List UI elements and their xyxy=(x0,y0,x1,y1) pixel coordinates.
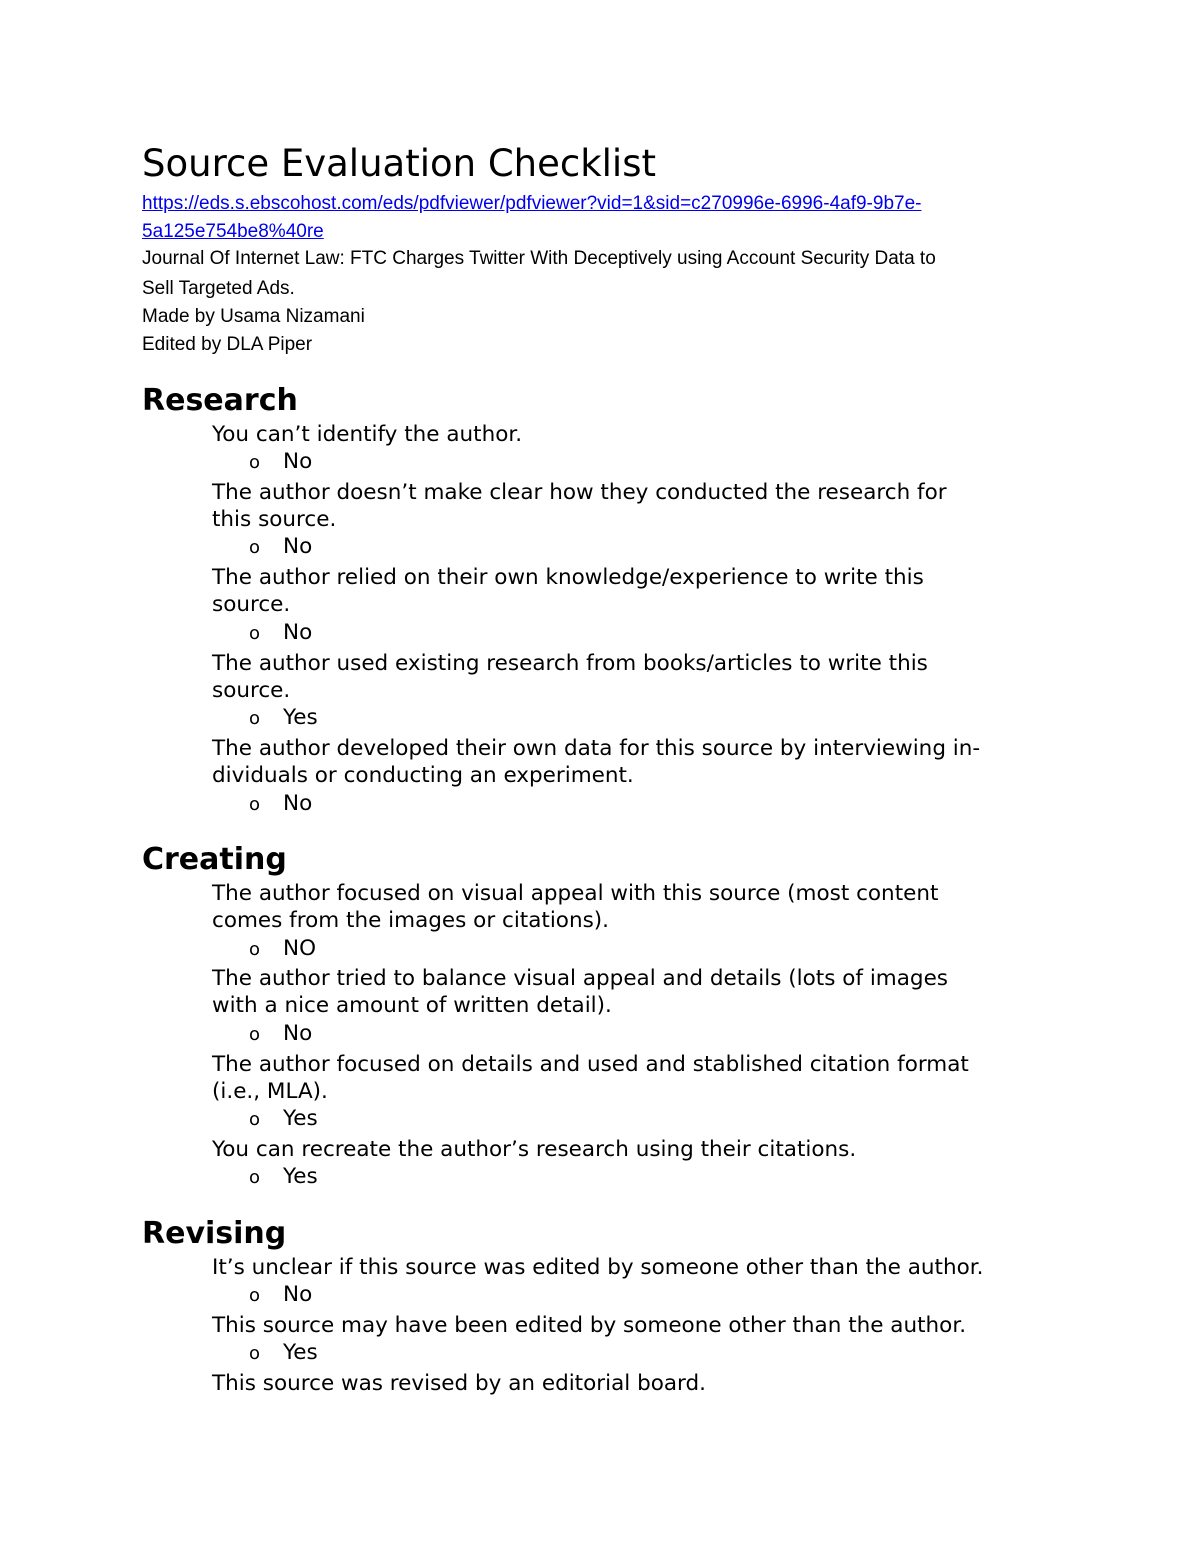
question-text: The author doesn’t make clear how they conducted the research for xyxy=(212,480,947,505)
creating-answer-1 xyxy=(249,935,316,963)
answer-text: No xyxy=(283,791,313,816)
question-text: The author relied on their own knowledge/experience to write this xyxy=(212,565,924,590)
source-url-link[interactable] xyxy=(142,190,1052,246)
journal-citation-line-1: Journal Of Internet Law: FTC Charges Twitter With Deceptively using Account Security Data to xyxy=(142,248,936,269)
question-text: The author developed their own data for this source by interviewing in- xyxy=(212,736,981,761)
question-text: The author used existing research from books/articles to write this xyxy=(212,651,928,676)
revising-question-3 xyxy=(212,1370,1072,1397)
creating-answer-3 xyxy=(249,1105,318,1133)
question-text-cont: dividuals or conducting an experiment. xyxy=(212,763,634,788)
research-question-3 xyxy=(212,564,1072,618)
research-answer-5 xyxy=(249,790,312,818)
answer-text: Yes xyxy=(283,705,318,730)
question-text: You can’t identify the author. xyxy=(212,422,523,447)
bullet-icon: o xyxy=(249,537,261,558)
revising-question-1 xyxy=(212,1254,1072,1281)
revising-answer-1 xyxy=(249,1281,312,1309)
revising-answer-2 xyxy=(249,1339,318,1367)
bullet-icon: o xyxy=(249,708,261,729)
edited-by-text: Edited by DLA Piper xyxy=(142,334,313,355)
answer-text: No xyxy=(283,1021,313,1046)
answer-text: No xyxy=(283,1282,313,1307)
research-heading: Research xyxy=(142,383,298,418)
research-answer-2 xyxy=(249,533,312,561)
question-text-cont: source. xyxy=(212,678,291,703)
answer-text: No xyxy=(283,534,313,559)
revising-heading: Revising xyxy=(142,1216,287,1251)
question-text: The author focused on details and used and stablished citation format xyxy=(212,1052,969,1077)
journal-citation-line-2: Sell Targeted Ads. xyxy=(142,278,295,299)
question-text: The author tried to balance visual appeal and details (lots of images xyxy=(212,966,948,991)
bullet-icon: o xyxy=(249,452,261,473)
made-by-text: Made by Usama Nizamani xyxy=(142,306,365,327)
bullet-icon: o xyxy=(249,794,261,815)
bullet-icon: o xyxy=(249,939,261,960)
document-title: Source Evaluation Checklist xyxy=(142,142,656,185)
question-text-cont: comes from the images or citations). xyxy=(212,908,610,933)
answer-text: Yes xyxy=(283,1164,318,1189)
question-text-cont: this source. xyxy=(212,507,337,532)
bullet-icon: o xyxy=(249,1024,261,1045)
creating-question-3 xyxy=(212,1051,1072,1105)
answer-text: No xyxy=(283,620,313,645)
answer-text: NO xyxy=(283,936,317,961)
source-url-line-1[interactable]: https://eds.s.ebscohost.com/eds/pdfviewer/pdfviewer?vid=1&sid=c270996e-6996-4af9-9b7e- xyxy=(142,193,922,214)
answer-text: Yes xyxy=(283,1106,318,1131)
question-text-cont: with a nice amount of written detail). xyxy=(212,993,612,1018)
research-answer-3 xyxy=(249,619,312,647)
source-url-line-2[interactable]: 5a125e754be8%40re xyxy=(142,221,324,242)
bullet-icon: o xyxy=(249,1109,261,1130)
question-text: The author focused on visual appeal with this source (most content xyxy=(212,881,939,906)
question-text: You can recreate the author’s research using their citations. xyxy=(212,1137,857,1162)
creating-question-4 xyxy=(212,1136,1072,1163)
bullet-icon: o xyxy=(249,1285,261,1306)
creating-question-1 xyxy=(212,880,1072,934)
question-text: It’s unclear if this source was edited by someone other than the author. xyxy=(212,1255,984,1280)
research-answer-1 xyxy=(249,448,312,476)
research-question-4 xyxy=(212,650,1072,704)
creating-question-2 xyxy=(212,965,1072,1019)
revising-question-2 xyxy=(212,1312,1072,1339)
question-text: This source was revised by an editorial board. xyxy=(212,1371,706,1396)
research-answer-4 xyxy=(249,704,318,732)
research-question-5 xyxy=(212,735,1072,789)
creating-answer-2 xyxy=(249,1020,312,1048)
creating-heading: Creating xyxy=(142,842,287,877)
creating-answer-4 xyxy=(249,1163,318,1191)
answer-text: No xyxy=(283,449,313,474)
research-question-2 xyxy=(212,479,1072,533)
bullet-icon: o xyxy=(249,1167,261,1188)
question-text-cont: source. xyxy=(212,592,291,617)
bullet-icon: o xyxy=(249,1343,261,1364)
research-question-1 xyxy=(212,421,1072,448)
question-text-cont: (i.e., MLA). xyxy=(212,1079,328,1104)
bullet-icon: o xyxy=(249,623,261,644)
question-text: This source may have been edited by someone other than the author. xyxy=(212,1313,967,1338)
answer-text: Yes xyxy=(283,1340,318,1365)
